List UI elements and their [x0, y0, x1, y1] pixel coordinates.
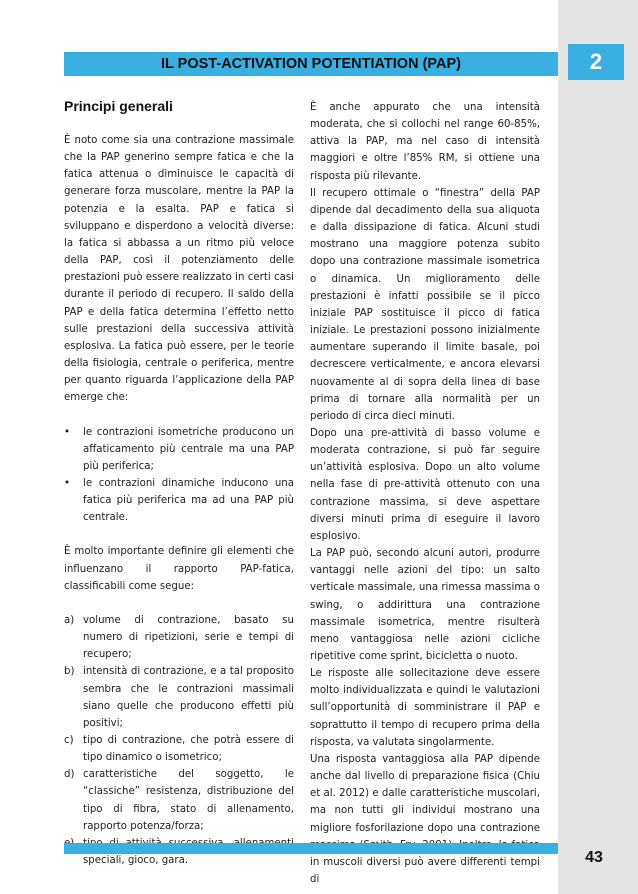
list-item-text: volume di contrazione, basato su numero di ripetizioni, serie e tempi di recupero; — [83, 614, 294, 661]
list-marker: c) — [64, 735, 74, 746]
body-paragraph: Dopo una pre-attività di basso volume e moderata contrazione, si può far seguire un’attività esplosiva. Dopo un alto volume nella fase di pre-attività ottenuto con una contrazione massima, si deve aspettare diversi minuti prima di eseguire il lavoro esplosivo. — [310, 427, 540, 542]
left-column — [64, 97, 294, 869]
list-item-text: caratteristiche del soggetto, le “classiche” resistenza, distribuzione del tipo di fibra, stato di allenamento, rapporto potenza/forza; — [83, 769, 294, 832]
list-item-text: intensità di contrazione, e a tal proposito sembra che le contrazioni massimali siano quelle che producono effetti più positivi; — [83, 666, 294, 729]
factors-list — [64, 612, 294, 869]
side-margin-bar — [558, 0, 638, 894]
bullet-list — [64, 424, 294, 527]
list-item — [64, 475, 294, 526]
list-item-text: speciali, gioco, gara. — [83, 855, 189, 867]
body-paragraph: Le risposte alle sollecitazione deve essere molto individualizzata e quindi le valutazioni sull’opportunità di somministrare il PAP e soprattutto il tempo di recupero prima della risposta, va valutata singolarmente. — [310, 668, 540, 748]
right-column — [310, 99, 540, 888]
body-paragraph: Una risposta vantaggiosa alla PAP dipende anche dal livello di preparazione fisica (Chiu et al. 2012) e dalle caratteristiche muscolari, ma non tutti gli individui mostrano una migliore fosforilazione dopo una contrazione in muscoli diversi può avere differenti tempi di — [310, 753, 540, 886]
factors-intro-paragraph: È molto importante definire gli elementi che influenzano il rapporto PAP-fatica, classificabili come segue: — [64, 546, 294, 592]
list-item-text: le contrazioni dinamiche inducono una fatica più periferica ma ad una PAP più centrale. — [83, 477, 294, 524]
list-item-text: le contrazioni isometriche producono un affaticamento più centrale ma una PAP più periferica; — [83, 426, 294, 472]
list-item — [64, 732, 294, 766]
list-marker: a) — [64, 614, 75, 626]
list-marker: b) — [64, 666, 75, 678]
intro-paragraph: È noto come sia una contrazione massimale che la PAP generino sempre fatica e che la fatica attenua o diminuisce le capacità di generare forza muscolare, mentre la PAP la potenzia e la esalta. PAP e fatica si sviluppano e disperdono a velocità diverse: la fatica si abbassa a un ritmo più veloce della PAP, così il potenziamento delle prestazioni può essere realizzato in certi casi durante il periodo di recupero. Il saldo della PAP e della fatica determina l’effetto netto sulle prestazioni della successiva attività esplosiva. La fatica può essere, per le teorie della fisiologia, centrale o periferica, mentre per quanto riguarda l’applicazione della PAP emerge che: — [64, 135, 294, 404]
bullet-marker: • — [64, 477, 71, 489]
page-number: 43 — [585, 849, 603, 866]
body-paragraph: È anche appurato che una intensità moderata, che si collochi nel range 60-85%, attiva la PAP, ma nel caso di intensità maggiori e oltre l’85% RM, si ottiene una risposta più rilevante. — [310, 102, 540, 182]
list-item — [64, 424, 294, 475]
list-item — [64, 766, 294, 835]
body-paragraph: Il recupero ottimale o “finestra” della PAP dipende dal decadimento della sua aliquota e dalla dissipazione di fatica. Alcuni studi mostrano una maggiore potenza subito dopo una contrazione massimale isometrica o dinamica. Un miglioramento delle prestazioni è infatti possibile se il picco iniziale PAP sostituisce il picco di fatica iniziale. Le prestazioni possono inizialmente aumentare superando il limite basale, poi decrescere verticalmente, e ancora elevarsi nuovamente al di sopra della linea di base prima di tornare alla normalità per un periodo di circa dieci minuti. — [310, 187, 540, 422]
chapter-title: IL POST-ACTIVATION POTENTIATION (PAP) — [161, 56, 461, 72]
spacer — [64, 526, 294, 543]
footer-band — [64, 843, 558, 854]
bullet-marker: • — [64, 426, 71, 438]
chapter-number-tab: 2 — [568, 44, 624, 80]
list-item — [64, 663, 294, 732]
list-item-text: tipo di contrazione, che potrà essere di tipo dinamico o isometrico; — [83, 735, 294, 764]
spacer — [64, 407, 294, 424]
list-marker: d) — [64, 769, 75, 781]
spacer — [64, 595, 294, 612]
section-title: Principi generali — [64, 98, 173, 114]
body-paragraph: La PAP può, secondo alcuni autori, produrre vantaggi nelle azioni del tipo: un salto verticale massimale, una rimessa massima o swing, o addirittura una contrazione massimale isometrica, mentre risulterà meno vantaggiosa nelle azioni cicliche ripetitive come sprint, bicicletta o nuoto. — [310, 548, 540, 662]
list-item — [64, 612, 294, 663]
